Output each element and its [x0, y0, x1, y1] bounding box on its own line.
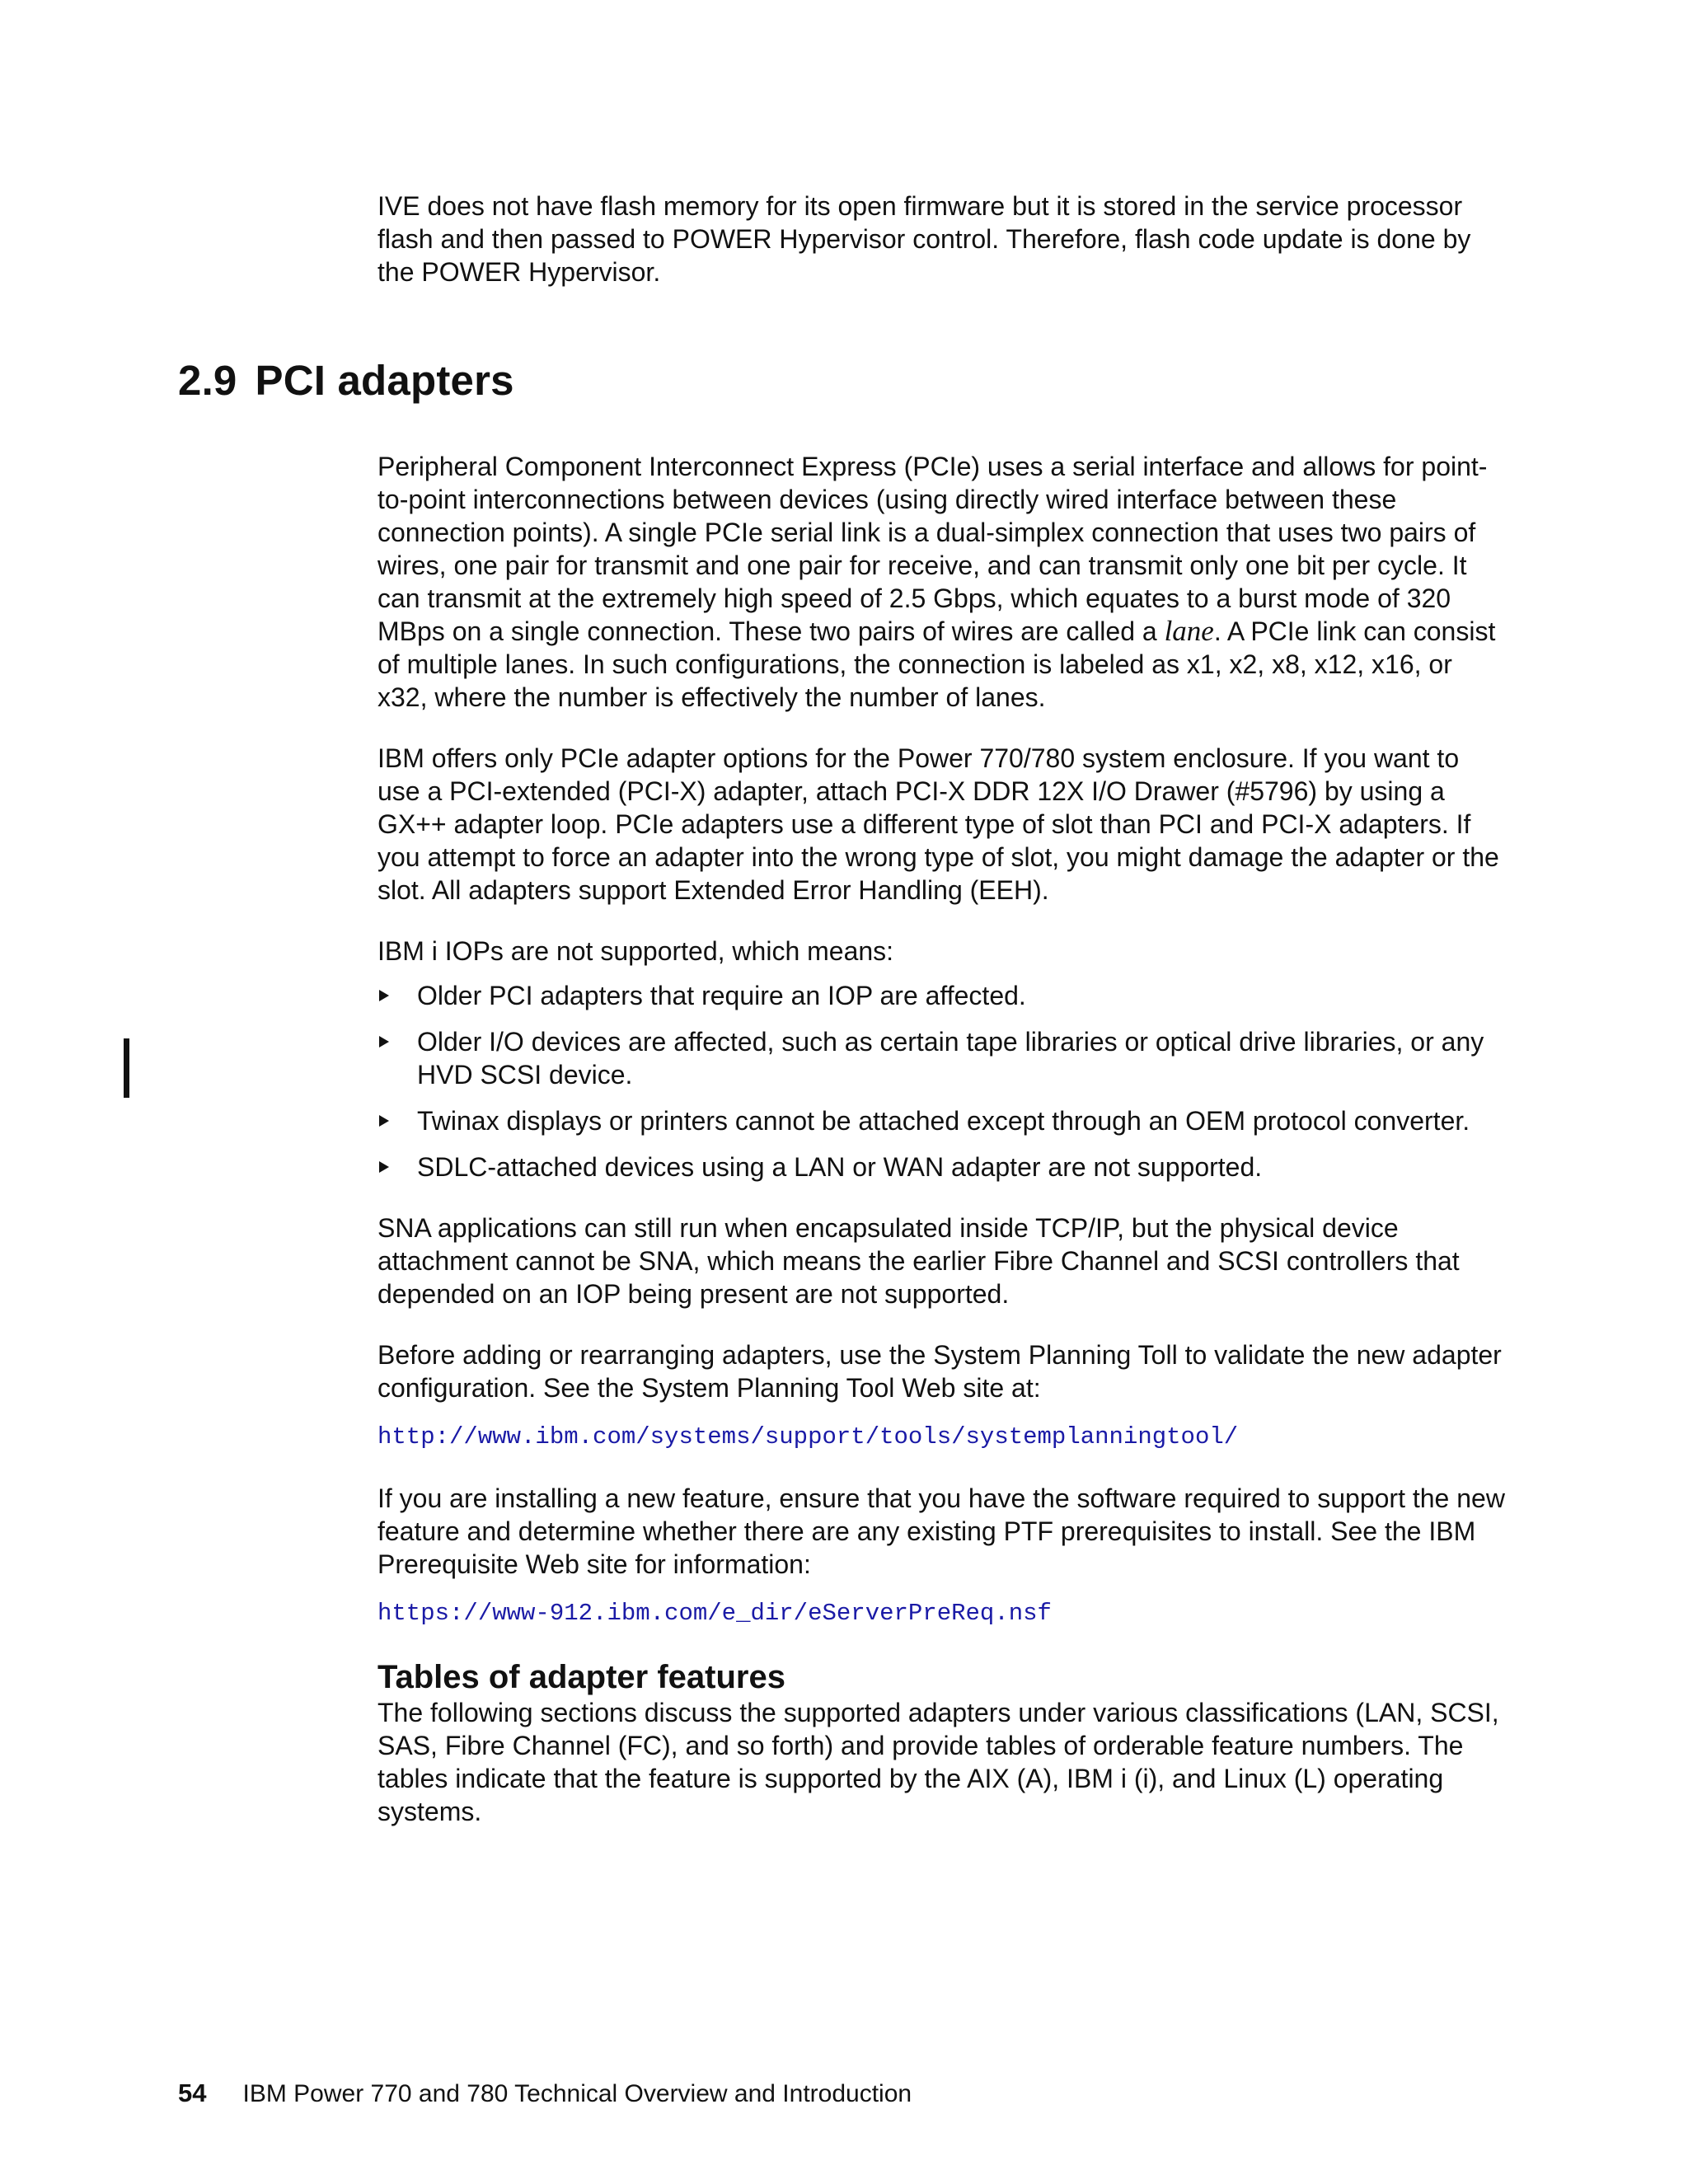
list-item-text: SDLC-attached devices using a LAN or WAN adapter are not supported. — [417, 1152, 1263, 1182]
pcie-text-part2: . A PCIe link can consist of multiple lanes. In such configurations, the connection is labeled as x1, x2, x8, x12, x16, or x32, where the number is effectively the number of lanes. — [377, 616, 1496, 712]
list-item-text: Twinax displays or printers cannot be attached except through an OEM protocol converter. — [417, 1106, 1470, 1136]
ibm-offers-paragraph: IBM offers only PCIe adapter options for the Power 770/780 system enclosure. If you want to use a PCI-extended (PCI-X) adapter, attach PCI-X DDR 12X I/O Drawer (#5796) by using a GX++ adapter loop. PCIe adapters use a different type of slot than PCI and PCI-X adapters. If you attempt to force an adapter into the wrong type of slot, you might damage the adapter or the slot. All adapters support Extended Error Handling (EEH). — [377, 743, 1499, 905]
lane-term: lane — [1164, 615, 1214, 647]
planning-paragraph: Before adding or rearranging adapters, use the System Planning Toll to validate the new adapter configuration. See the System Planning Tool Web site at: — [377, 1340, 1502, 1403]
section-title: PCI adapters — [255, 357, 514, 404]
bullet-triangle-icon — [379, 1161, 389, 1173]
subsection-paragraph: The following sections discuss the supported adapters under various classifications (LAN, SCSI, SAS, Fibre Channel (FC), and so forth) and provide tables of orderable feature numbers. The tables indicate that the feature is supported by the AIX (A), IBM i (i), and Linux (L) operating systems. — [377, 1698, 1499, 1826]
list-item — [377, 1104, 1507, 1137]
prerequisite-link[interactable]: https://www-912.ibm.com/e_dir/eServerPreReq.nsf — [377, 1600, 1052, 1627]
sna-paragraph: SNA applications can still run when encapsulated inside TCP/IP, but the physical device attachment cannot be SNA, which means the earlier Fibre Channel and SCSI controllers that depended on an IOP being present are not supported. — [377, 1213, 1460, 1309]
iops-bullet-list — [377, 979, 1507, 1183]
pcie-paragraph — [377, 450, 1507, 714]
section-number: 2.9 — [178, 357, 237, 404]
revision-change-bar — [124, 1038, 129, 1098]
list-item — [377, 979, 1507, 1012]
list-item-text: Older I/O devices are affected, such as certain tape libraries or optical drive libraries, or any HVD SCSI device. — [417, 1027, 1484, 1090]
list-item — [377, 1151, 1507, 1183]
section-heading — [178, 356, 514, 405]
iops-intro-paragraph: IBM i IOPs are not supported, which means: — [377, 936, 894, 966]
intro-block — [377, 190, 1507, 288]
bullet-triangle-icon — [379, 990, 389, 1001]
intro-paragraph: IVE does not have flash memory for its open firmware but it is stored in the service processor flash and then passed to POWER Hypervisor control. Therefore, flash code update is done by the POWER Hypervisor. — [377, 191, 1471, 287]
pcie-text-part1: Peripheral Component Interconnect Express (PCIe) uses a serial interface and allows for point-to-point interconnections between devices (using directly wired interface between these connection points). A single PCIe serial link is a dual-simplex connection that uses two pairs of wires, one pair for transmit and one pair for receive, and can transmit only one bit per cycle. It can transmit at the extremely high speed of 2.5 Gbps, which equates to a burst mode of 320 MBps on a single connection. These two pairs of wires are called a — [377, 452, 1488, 646]
list-item-text: Older PCI adapters that require an IOP are affected. — [417, 981, 1026, 1010]
bullet-triangle-icon — [379, 1115, 389, 1127]
bullet-triangle-icon — [379, 1036, 389, 1047]
page-footer — [178, 2077, 912, 2111]
list-item — [377, 1025, 1507, 1091]
subsection-heading: Tables of adapter features — [377, 1659, 785, 1695]
planning-tool-link[interactable]: http://www.ibm.com/systems/support/tools/systemplanningtool/ — [377, 1423, 1239, 1451]
book-title: IBM Power 770 and 780 Technical Overview and Introduction — [242, 2080, 912, 2107]
page-number: 54 — [178, 2079, 207, 2107]
main-content — [377, 450, 1507, 1856]
install-paragraph: If you are installing a new feature, ensure that you have the software required to support the new feature and determine whether there are any existing PTF prerequisites to install. See the IBM Prerequisite Web site for information: — [377, 1483, 1505, 1579]
